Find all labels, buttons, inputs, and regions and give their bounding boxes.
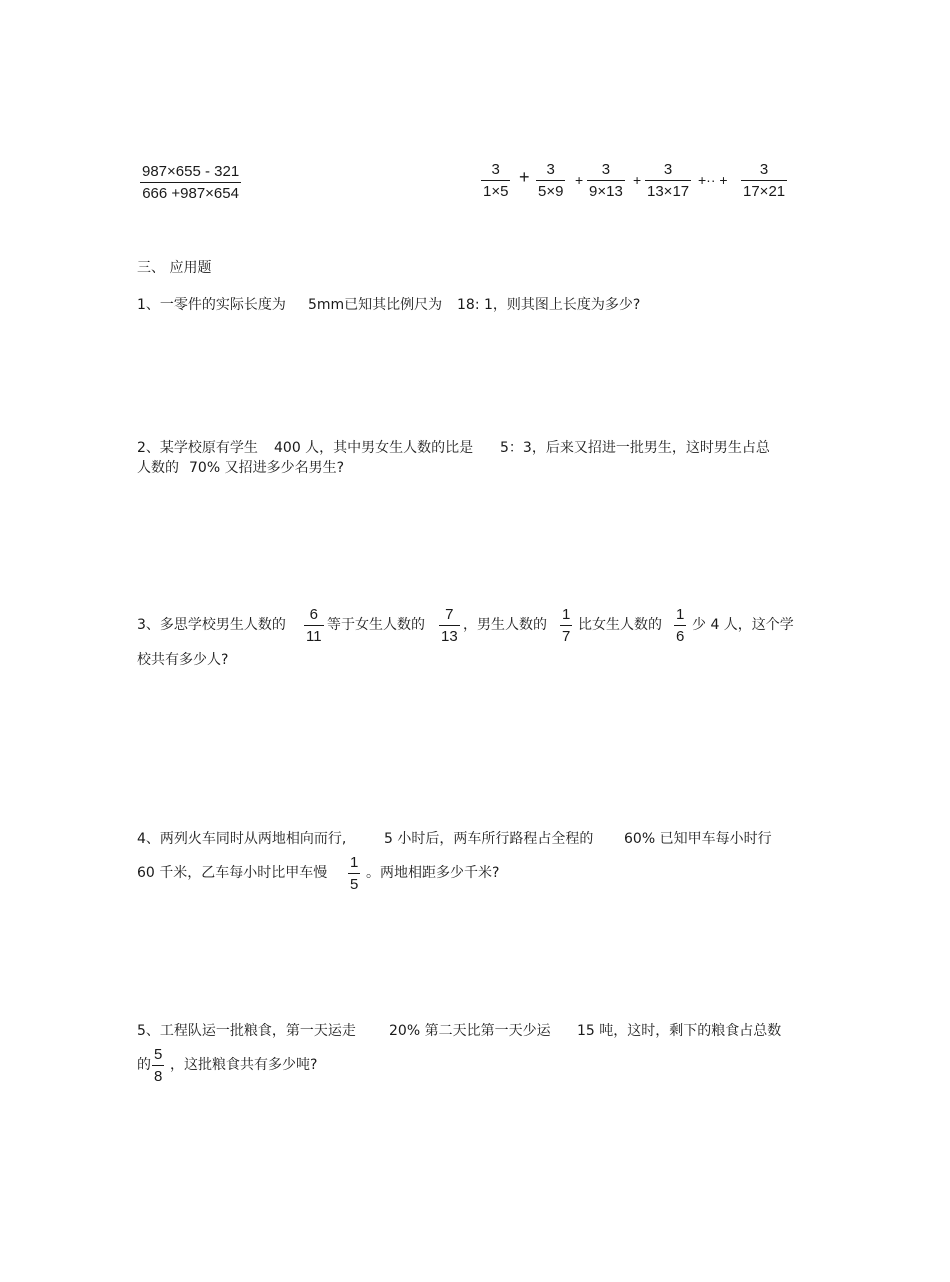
fraction-bar xyxy=(560,625,572,626)
fraction-numerator: 987×655 - 321 xyxy=(142,163,240,180)
fraction-bar xyxy=(674,625,686,626)
q5-text-e: ，这批粮食共有多少吨? xyxy=(170,1057,318,1073)
q3-text-a: 3、多思学校男生人数的 xyxy=(137,617,286,633)
q4-text-a: 4、两列火车同时从两地相向而行, xyxy=(137,831,347,847)
q3-fraction-3 xyxy=(560,605,572,646)
q3-text-b: 等于女生人数的 xyxy=(327,617,425,633)
q3-fraction-1 xyxy=(304,605,324,646)
fraction-denominator: 8 xyxy=(154,1068,163,1085)
series-term-3 xyxy=(587,160,625,201)
fraction-numerator: 3 xyxy=(546,161,555,178)
fraction-numerator: 1 xyxy=(562,606,571,623)
q3-fraction-4 xyxy=(674,605,686,646)
q2-text-e: 70% 又招进多少名男生? xyxy=(189,460,344,476)
q4-text-e: 。两地相距多少千米? xyxy=(366,865,500,881)
q4-text-b: 5 小时后，两车所行路程占全程的 xyxy=(384,831,594,847)
fraction-bar xyxy=(140,182,241,183)
q1-text-b: 5mm已知其比例尺为 xyxy=(308,297,443,313)
fraction-bar xyxy=(741,180,787,181)
ellipsis-plus: +·· + xyxy=(698,172,728,188)
q2-text-d: 人数的 xyxy=(137,460,179,476)
fraction-numerator: 6 xyxy=(309,606,318,623)
fraction-bar xyxy=(645,180,691,181)
fraction-denominator: 666 +987×654 xyxy=(142,185,239,202)
q2-text-c: 5：3，后来又招进一批男生，这时男生占总 xyxy=(500,440,770,456)
fraction-bar xyxy=(587,180,625,181)
q3-text-d: 比女生人数的 xyxy=(578,617,662,633)
q5-text-b: 20% 第二天比第一天少运 xyxy=(389,1023,551,1039)
fraction-denominator: 7 xyxy=(562,628,571,645)
fraction-denominator: 6 xyxy=(676,628,685,645)
series-term-4 xyxy=(645,160,691,201)
fraction-bar xyxy=(536,180,565,181)
q3-text-f: 校共有多少人? xyxy=(137,652,229,668)
series-term-1 xyxy=(481,160,510,201)
q4-fraction-1 xyxy=(348,853,360,894)
fraction-denominator: 5×9 xyxy=(538,183,564,200)
q3-text-e: 少 4 人，这个学 xyxy=(692,617,794,633)
plus-sign: + xyxy=(575,172,584,188)
fraction-denominator: 13×17 xyxy=(647,183,690,200)
calc-left-fraction xyxy=(140,162,241,203)
fraction-bar xyxy=(152,1065,164,1066)
fraction-numerator: 1 xyxy=(350,854,359,871)
fraction-bar xyxy=(439,625,460,626)
q4-text-c: 60% 已知甲车每小时行 xyxy=(624,831,772,847)
q3-fraction-2 xyxy=(439,605,460,646)
q2-text-b: 400 人，其中男女生人数的比是 xyxy=(274,440,474,456)
q5-text-c: 15 吨，这时，剩下的粮食占总数 xyxy=(577,1023,782,1039)
fraction-bar xyxy=(304,625,324,626)
fraction-bar xyxy=(481,180,510,181)
fraction-denominator: 17×21 xyxy=(743,183,786,200)
q1-text-c: 18: 1，则其图上长度为多少? xyxy=(457,297,641,313)
series-term-5 xyxy=(741,160,787,201)
plus-sign: + xyxy=(519,167,530,187)
q5-text-a: 5、工程队运一批粮食，第一天运走 xyxy=(137,1023,356,1039)
fraction-numerator: 7 xyxy=(445,606,454,623)
fraction-numerator: 3 xyxy=(663,161,673,178)
fraction-numerator: 5 xyxy=(154,1046,163,1063)
fraction-bar xyxy=(348,873,360,874)
q5-fraction-1 xyxy=(152,1045,164,1086)
fraction-numerator: 3 xyxy=(491,161,500,178)
fraction-denominator: 9×13 xyxy=(589,183,623,200)
series-term-2 xyxy=(536,160,565,201)
q2-text-a: 2、某学校原有学生 xyxy=(137,440,258,456)
fraction-numerator: 3 xyxy=(759,161,769,178)
fraction-numerator: 3 xyxy=(601,161,611,178)
plus-sign: + xyxy=(633,172,642,188)
fraction-denominator: 11 xyxy=(306,628,322,645)
fraction-numerator: 1 xyxy=(676,606,685,623)
section-title: 三、 应用题 xyxy=(137,260,212,276)
q5-text-d: 的 xyxy=(137,1057,151,1073)
q4-text-d: 60 千米，乙车每小时比甲车慢 xyxy=(137,865,328,881)
fraction-denominator: 5 xyxy=(350,876,359,893)
fraction-denominator: 13 xyxy=(441,628,458,645)
q1-text-a: 1、一零件的实际长度为 xyxy=(137,297,286,313)
fraction-denominator: 1×5 xyxy=(483,183,509,200)
q3-text-c: ，男生人数的 xyxy=(463,617,547,633)
